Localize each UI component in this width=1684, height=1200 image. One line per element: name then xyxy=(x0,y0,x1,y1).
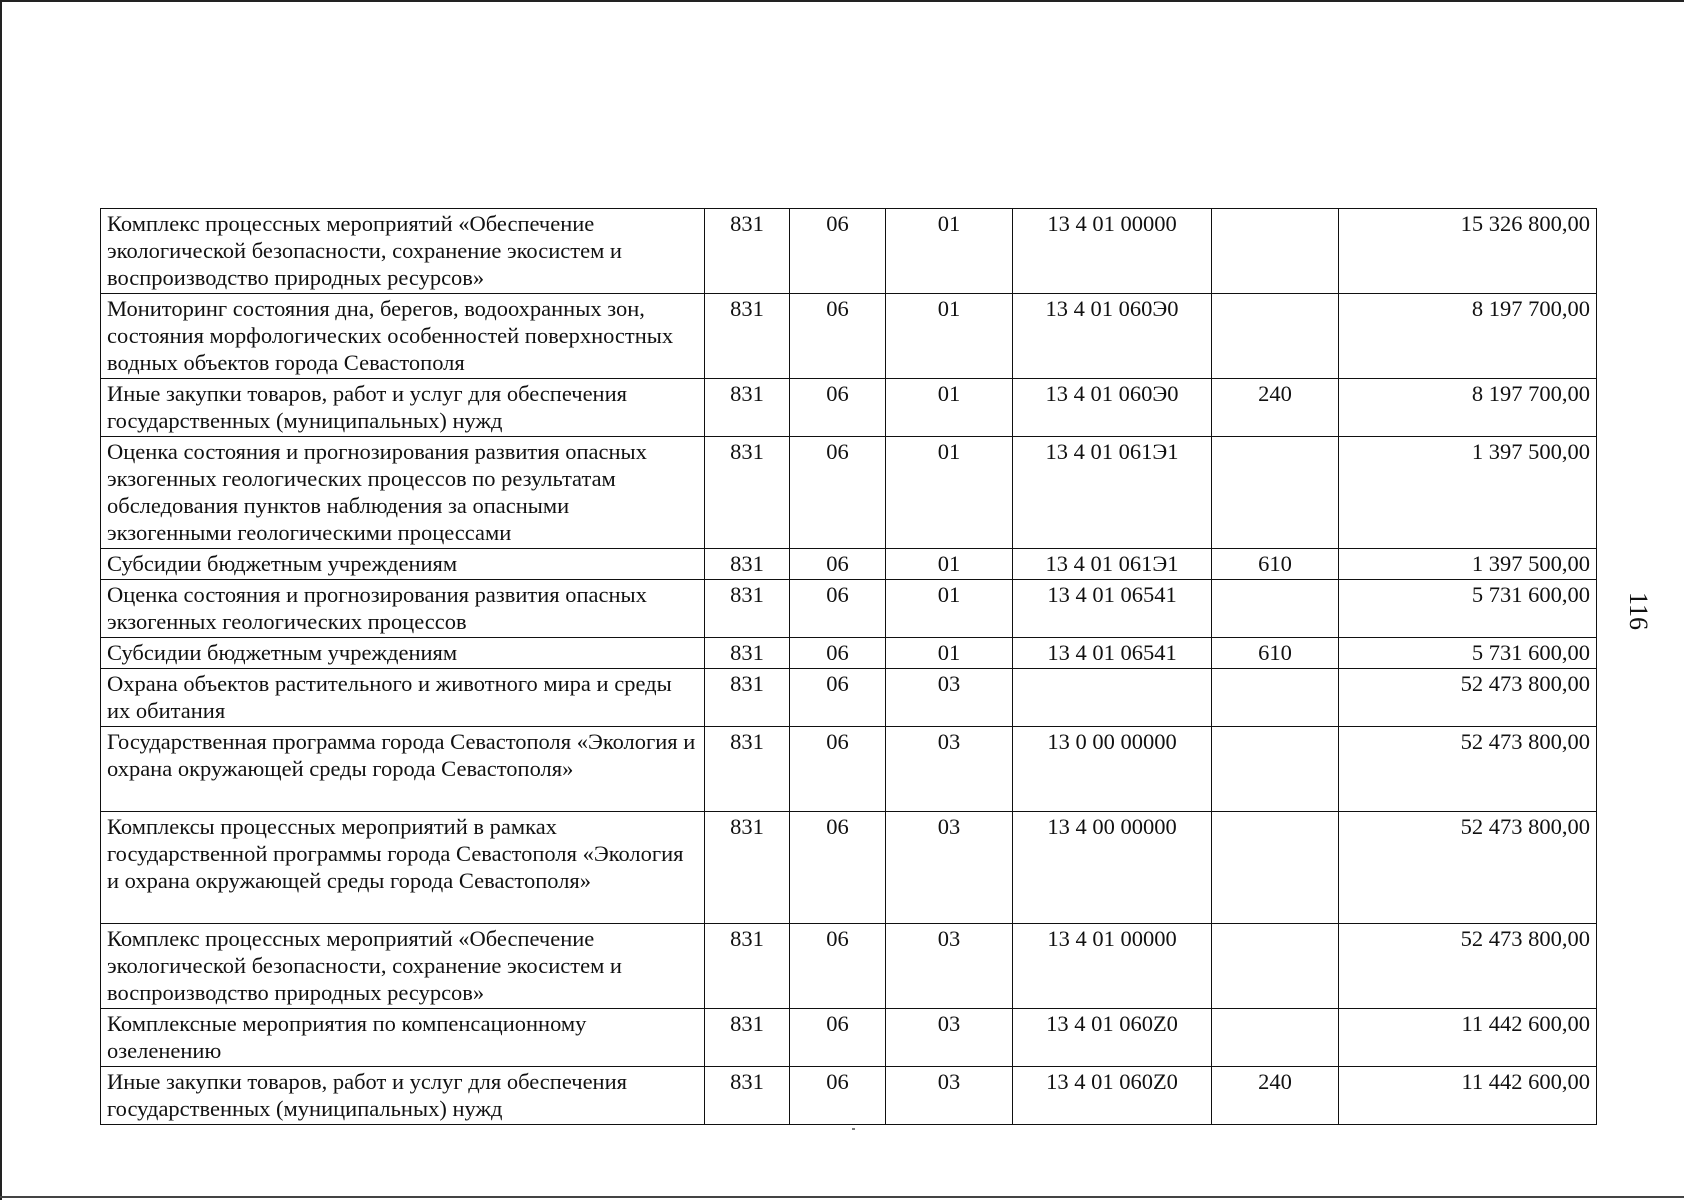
page-number: 116 xyxy=(1624,591,1653,631)
row-amount-cell: 52 473 800,00 xyxy=(1339,669,1597,727)
row-amount-cell: 11 442 600,00 xyxy=(1339,1067,1597,1125)
row-subsection-cell: 03 xyxy=(886,924,1013,1009)
row-expense-type-cell xyxy=(1212,669,1339,727)
row-grbs-cell: 831 xyxy=(705,294,790,379)
row-subsection-cell: 01 xyxy=(886,294,1013,379)
row-subsection-cell: 03 xyxy=(886,1067,1013,1125)
row-grbs-cell: 831 xyxy=(705,924,790,1009)
row-grbs-cell: 831 xyxy=(705,549,790,580)
row-amount-cell: 15 326 800,00 xyxy=(1339,209,1597,294)
table-row xyxy=(101,1067,1597,1125)
row-section-cell: 06 xyxy=(790,1009,886,1067)
row-amount-cell: 8 197 700,00 xyxy=(1339,379,1597,437)
row-expense-type-cell xyxy=(1212,580,1339,638)
row-subsection-cell: 01 xyxy=(886,379,1013,437)
row-section-cell: 06 xyxy=(790,294,886,379)
table-row xyxy=(101,437,1597,549)
row-name-cell: Комплексные мероприятия по компенсационному озеленению xyxy=(101,1009,705,1067)
table-row xyxy=(101,209,1597,294)
row-grbs-cell: 831 xyxy=(705,638,790,669)
row-target-article-cell: 13 4 01 061Э1 xyxy=(1013,549,1212,580)
row-subsection-cell: 03 xyxy=(886,1009,1013,1067)
row-section-cell: 06 xyxy=(790,437,886,549)
table-row xyxy=(101,1009,1597,1067)
row-grbs-cell: 831 xyxy=(705,580,790,638)
row-expense-type-cell: 610 xyxy=(1212,549,1339,580)
row-name-cell: Оценка состояния и прогнозирования развития опасных экзогенных геологических процессов xyxy=(101,580,705,638)
row-section-cell: 06 xyxy=(790,209,886,294)
row-name-cell: Комплекс процессных мероприятий «Обеспечение экологической безопасности, сохранение экосистем и воспроизводство природных ресурсов» xyxy=(101,924,705,1009)
row-amount-cell: 8 197 700,00 xyxy=(1339,294,1597,379)
row-section-cell: 06 xyxy=(790,727,886,812)
row-amount-cell: 52 473 800,00 xyxy=(1339,924,1597,1009)
table-row xyxy=(101,379,1597,437)
row-expense-type-cell xyxy=(1212,209,1339,294)
row-amount-cell: 11 442 600,00 xyxy=(1339,1009,1597,1067)
row-expense-type-cell xyxy=(1212,924,1339,1009)
row-name-cell: Комплекс процессных мероприятий «Обеспечение экологической безопасности, сохранение экосистем и воспроизводство природных ресурсов» xyxy=(101,209,705,294)
table-row xyxy=(101,294,1597,379)
row-subsection-cell: 01 xyxy=(886,638,1013,669)
scan-edge-left xyxy=(0,0,2,1200)
row-subsection-cell: 03 xyxy=(886,727,1013,812)
row-expense-type-cell xyxy=(1212,437,1339,549)
row-target-article-cell xyxy=(1013,669,1212,727)
row-name-cell: Субсидии бюджетным учреждениям xyxy=(101,549,705,580)
row-target-article-cell: 13 4 01 06541 xyxy=(1013,638,1212,669)
row-name-cell: Мониторинг состояния дна, берегов, водоохранных зон, состояния морфологических особенностей поверхностных водных объектов города Севастополя xyxy=(101,294,705,379)
row-target-article-cell: 13 4 01 00000 xyxy=(1013,209,1212,294)
row-grbs-cell: 831 xyxy=(705,1067,790,1125)
row-subsection-cell: 01 xyxy=(886,209,1013,294)
row-target-article-cell: 13 4 00 00000 xyxy=(1013,812,1212,924)
row-amount-cell: 5 731 600,00 xyxy=(1339,638,1597,669)
row-section-cell: 06 xyxy=(790,669,886,727)
row-subsection-cell: 01 xyxy=(886,580,1013,638)
row-amount-cell: 52 473 800,00 xyxy=(1339,812,1597,924)
row-grbs-cell: 831 xyxy=(705,669,790,727)
scan-edge-top xyxy=(0,0,1684,2)
row-expense-type-cell xyxy=(1212,727,1339,812)
row-target-article-cell: 13 4 01 00000 xyxy=(1013,924,1212,1009)
row-target-article-cell: 13 4 01 06541 xyxy=(1013,580,1212,638)
row-grbs-cell: 831 xyxy=(705,437,790,549)
row-subsection-cell: 03 xyxy=(886,812,1013,924)
row-grbs-cell: 831 xyxy=(705,1009,790,1067)
row-amount-cell: 52 473 800,00 xyxy=(1339,727,1597,812)
row-expense-type-cell xyxy=(1212,812,1339,924)
row-name-cell: Иные закупки товаров, работ и услуг для обеспечения государственных (муниципальных) нужд xyxy=(101,379,705,437)
budget-table xyxy=(100,208,1597,1125)
row-name-cell: Государственная программа города Севастополя «Экология и охрана окружающей среды города Севастополя» xyxy=(101,727,705,812)
row-name-cell: Комплексы процессных мероприятий в рамках государственной программы города Севастополя «Экология и охрана окружающей среды города Севастополя» xyxy=(101,812,705,924)
table-row xyxy=(101,812,1597,924)
row-target-article-cell: 13 4 01 060Z0 xyxy=(1013,1009,1212,1067)
row-name-cell: Иные закупки товаров, работ и услуг для обеспечения государственных (муниципальных) нужд xyxy=(101,1067,705,1125)
row-target-article-cell: 13 0 00 00000 xyxy=(1013,727,1212,812)
row-expense-type-cell xyxy=(1212,294,1339,379)
scan-speck xyxy=(852,1128,855,1130)
table-row xyxy=(101,638,1597,669)
row-name-cell: Субсидии бюджетным учреждениям xyxy=(101,638,705,669)
row-name-cell: Охрана объектов растительного и животного мира и среды их обитания xyxy=(101,669,705,727)
row-section-cell: 06 xyxy=(790,638,886,669)
row-section-cell: 06 xyxy=(790,924,886,1009)
table-row xyxy=(101,924,1597,1009)
row-grbs-cell: 831 xyxy=(705,379,790,437)
row-target-article-cell: 13 4 01 060Э0 xyxy=(1013,294,1212,379)
row-expense-type-cell: 610 xyxy=(1212,638,1339,669)
row-subsection-cell: 01 xyxy=(886,549,1013,580)
row-subsection-cell: 01 xyxy=(886,437,1013,549)
row-grbs-cell: 831 xyxy=(705,209,790,294)
row-section-cell: 06 xyxy=(790,812,886,924)
row-expense-type-cell: 240 xyxy=(1212,379,1339,437)
row-section-cell: 06 xyxy=(790,379,886,437)
row-target-article-cell: 13 4 01 061Э1 xyxy=(1013,437,1212,549)
row-grbs-cell: 831 xyxy=(705,812,790,924)
row-amount-cell: 1 397 500,00 xyxy=(1339,549,1597,580)
table-row xyxy=(101,727,1597,812)
row-section-cell: 06 xyxy=(790,549,886,580)
scan-edge-bottom xyxy=(0,1196,1684,1198)
row-grbs-cell: 831 xyxy=(705,727,790,812)
row-amount-cell: 1 397 500,00 xyxy=(1339,437,1597,549)
row-expense-type-cell xyxy=(1212,1009,1339,1067)
table-row xyxy=(101,580,1597,638)
table-row xyxy=(101,549,1597,580)
row-section-cell: 06 xyxy=(790,580,886,638)
row-amount-cell: 5 731 600,00 xyxy=(1339,580,1597,638)
row-name-cell: Оценка состояния и прогнозирования развития опасных экзогенных геологических процессов по результатам обследования пунктов наблюдения за опасными экзогенными геологическими процессами xyxy=(101,437,705,549)
row-expense-type-cell: 240 xyxy=(1212,1067,1339,1125)
row-target-article-cell: 13 4 01 060Z0 xyxy=(1013,1067,1212,1125)
row-subsection-cell: 03 xyxy=(886,669,1013,727)
table-row xyxy=(101,669,1597,727)
row-target-article-cell: 13 4 01 060Э0 xyxy=(1013,379,1212,437)
row-section-cell: 06 xyxy=(790,1067,886,1125)
budget-table-body xyxy=(101,209,1597,1125)
